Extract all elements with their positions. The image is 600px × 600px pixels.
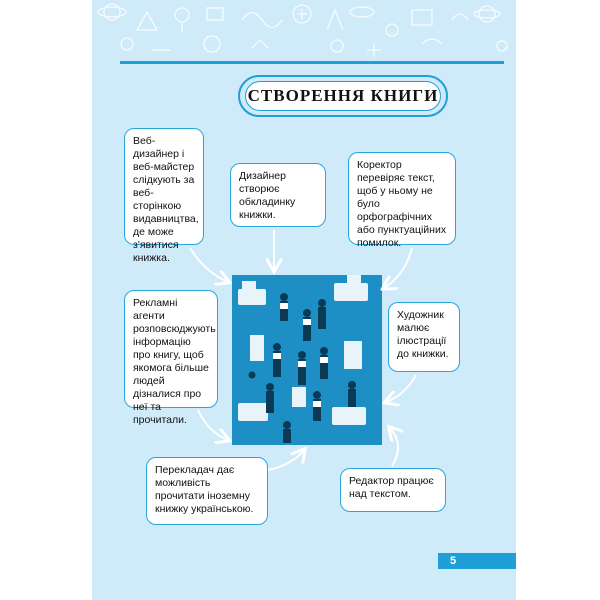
corrector-text: Коректор перевіряє текст, щоб у ньому не було орфографічних або пунктуаційних помилок.	[357, 159, 447, 249]
web-designer-text: Веб-дизайнер і веб-майстер слідкують за веб-сторінкою видавництва, де може з'явитися книжка.	[133, 135, 199, 264]
translator-box	[146, 457, 268, 525]
page-title: СТВОРЕННЯ КНИГИ	[247, 86, 439, 105]
editor-text: Редактор працює над текстом.	[349, 475, 434, 500]
designer-box	[230, 163, 326, 227]
corrector-box	[348, 152, 456, 249]
editor-box	[340, 468, 446, 512]
artist-box	[388, 302, 460, 372]
web-designer-box	[124, 128, 204, 264]
translator-text: Перекладач дає можливість прочитати іноземну книжку українською.	[155, 464, 254, 515]
top-rule	[120, 61, 504, 64]
page-number-tab	[438, 553, 516, 569]
title-badge	[245, 81, 441, 111]
science-doodle-pattern	[92, 0, 516, 62]
title-frame	[238, 75, 448, 117]
advertising-box	[124, 290, 218, 426]
publishing-office-illustration	[232, 275, 382, 445]
advertising-text: Рекламні агенти розповсюджують інформацію про книгу, щоб якомога більше людей дізналися про неї та прочитали.	[133, 297, 216, 426]
page-number: 5	[450, 555, 457, 567]
designer-text: Дизайнер створює обкладинку книжки.	[239, 170, 296, 221]
artist-text: Художник малює ілюстрації до книжки.	[397, 309, 449, 360]
